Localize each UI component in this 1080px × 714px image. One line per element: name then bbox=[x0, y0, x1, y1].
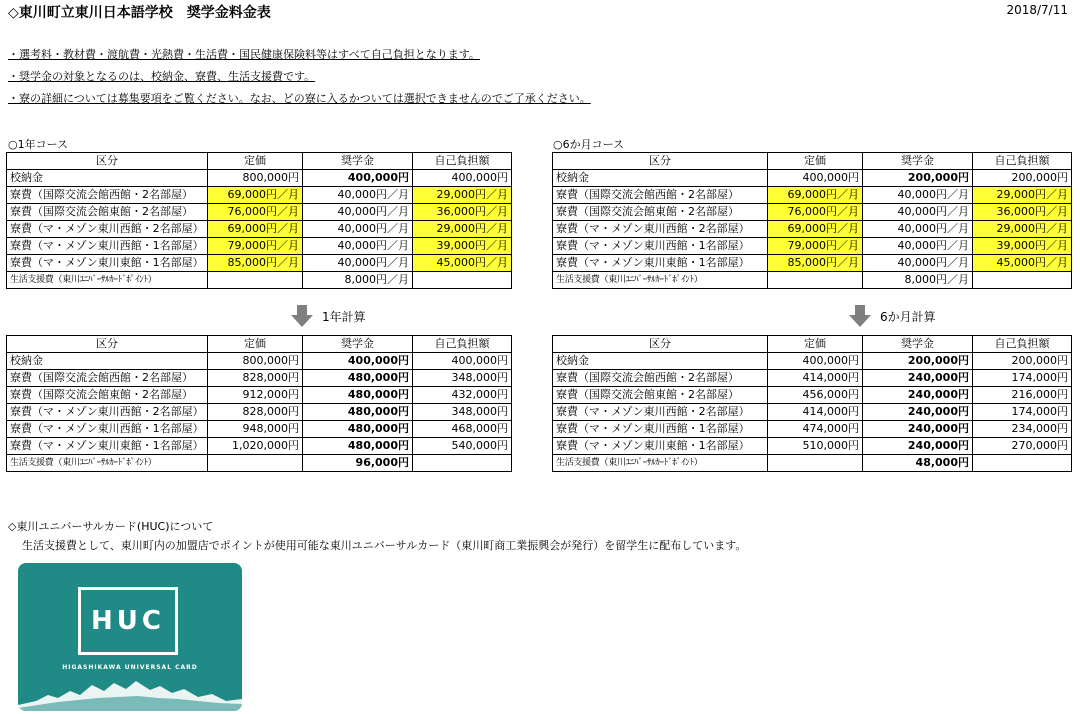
row-label: 生活支援費（東川ﾕﾆﾊﾞｰｻﾙｶｰﾄﾞﾎﾟｲﾝﾄ） bbox=[7, 272, 208, 289]
cell-self-pay: 400,000円 bbox=[413, 353, 512, 370]
cell-scholarship: 240,000円 bbox=[863, 370, 973, 387]
cell-scholarship: 240,000円 bbox=[863, 438, 973, 455]
cell-price: 414,000円 bbox=[768, 370, 863, 387]
table-header-row bbox=[7, 153, 512, 170]
header-self-pay: 自己負担額 bbox=[973, 153, 1072, 170]
row-label: 寮費（マ・メゾン東川東館・1名部屋） bbox=[7, 438, 208, 455]
cell-self-pay: 36,000円／月 bbox=[973, 204, 1072, 221]
table-row bbox=[7, 170, 512, 187]
header-scholarship: 奨学金 bbox=[303, 336, 413, 353]
huc-card-subtitle: HIGASHIKAWA UNIVERSAL CARD bbox=[62, 664, 198, 671]
page-title: ◇東川町立東川日本語学校 奨学金料金表 bbox=[8, 5, 271, 21]
table-row bbox=[553, 387, 1072, 404]
cell-scholarship: 40,000円／月 bbox=[303, 221, 413, 238]
row-label: 寮費（マ・メゾン東川東館・1名部屋） bbox=[7, 255, 208, 272]
table-row bbox=[553, 170, 1072, 187]
cell-price: 69,000円／月 bbox=[208, 221, 303, 238]
table-row bbox=[7, 187, 512, 204]
cell-price: 800,000円 bbox=[208, 353, 303, 370]
cell-self-pay: 45,000円／月 bbox=[973, 255, 1072, 272]
table-row bbox=[553, 353, 1072, 370]
cell-self-pay: 39,000円／月 bbox=[413, 238, 512, 255]
cell-price: 79,000円／月 bbox=[208, 238, 303, 255]
six-month-course-label: ○6か月コース bbox=[553, 138, 625, 151]
cell-self-pay: 348,000円 bbox=[413, 404, 512, 421]
cell-price: 85,000円／月 bbox=[208, 255, 303, 272]
row-label: 校納金 bbox=[7, 353, 208, 370]
table-row bbox=[553, 370, 1072, 387]
one-year-course-label: ○1年コース bbox=[8, 138, 69, 151]
note-item: ・選考料・教材費・渡航費・光熱費・生活費・国民健康保険料等はすべて自己負担となります。 bbox=[8, 48, 480, 61]
cell-scholarship: 40,000円／月 bbox=[863, 238, 973, 255]
six-month-calc bbox=[848, 304, 936, 328]
cell-scholarship: 8,000円／月 bbox=[303, 272, 413, 289]
row-label: 寮費（国際交流会館東館・2名部屋） bbox=[7, 387, 208, 404]
table-row bbox=[553, 255, 1072, 272]
cell-self-pay: 29,000円／月 bbox=[413, 221, 512, 238]
cell-price: 828,000円 bbox=[208, 370, 303, 387]
cell-self-pay: 540,000円 bbox=[413, 438, 512, 455]
cell-self-pay: 432,000円 bbox=[413, 387, 512, 404]
cell-scholarship: 480,000円 bbox=[303, 404, 413, 421]
cell-scholarship: 40,000円／月 bbox=[863, 204, 973, 221]
row-label: 校納金 bbox=[553, 353, 768, 370]
table-row bbox=[7, 353, 512, 370]
cell-scholarship: 40,000円／月 bbox=[303, 187, 413, 204]
note-item: ・寮の詳細については募集要項をご覧ください。なお、どの寮に入るかついては選択できませんのでご了承ください。 bbox=[8, 92, 591, 105]
table-row bbox=[7, 421, 512, 438]
row-label: 寮費（マ・メゾン東川西館・2名部屋） bbox=[7, 404, 208, 421]
row-label: 寮費（マ・メゾン東川西館・1名部屋） bbox=[553, 421, 768, 438]
row-label: 寮費（国際交流会館西館・2名部屋） bbox=[7, 187, 208, 204]
cell-price: 912,000円 bbox=[208, 387, 303, 404]
row-label: 校納金 bbox=[553, 170, 768, 187]
cell-scholarship: 240,000円 bbox=[863, 387, 973, 404]
cell-price: 414,000円 bbox=[768, 404, 863, 421]
cell-self-pay: 174,000円 bbox=[973, 370, 1072, 387]
cell-price: 76,000円／月 bbox=[768, 204, 863, 221]
table-row bbox=[553, 221, 1072, 238]
cell-self-pay: 348,000円 bbox=[413, 370, 512, 387]
table-row bbox=[7, 387, 512, 404]
header-self-pay: 自己負担額 bbox=[973, 336, 1072, 353]
header-price: 定価 bbox=[208, 153, 303, 170]
header-price: 定価 bbox=[768, 153, 863, 170]
table-row bbox=[553, 438, 1072, 455]
cell-scholarship: 40,000円／月 bbox=[863, 221, 973, 238]
header-self-pay: 自己負担額 bbox=[413, 336, 512, 353]
huc-section-title: ◇東川ユニバーサルカード(HUC)について bbox=[8, 520, 214, 533]
table-header-row bbox=[553, 336, 1072, 353]
header-scholarship: 奨学金 bbox=[863, 153, 973, 170]
cell-scholarship: 40,000円／月 bbox=[303, 255, 413, 272]
cell-price: 510,000円 bbox=[768, 438, 863, 455]
cell-price: 800,000円 bbox=[208, 170, 303, 187]
cell-self-pay: 174,000円 bbox=[973, 404, 1072, 421]
table-row bbox=[7, 404, 512, 421]
one-year-total-table bbox=[6, 335, 512, 472]
table-header-row bbox=[7, 336, 512, 353]
header-price: 定価 bbox=[208, 336, 303, 353]
cell-scholarship: 40,000円／月 bbox=[863, 255, 973, 272]
cell-scholarship: 8,000円／月 bbox=[863, 272, 973, 289]
row-label: 寮費（マ・メゾン東川西館・2名部屋） bbox=[553, 221, 768, 238]
mountain-icon bbox=[18, 671, 242, 711]
cell-price: 79,000円／月 bbox=[768, 238, 863, 255]
row-label: 寮費（国際交流会館西館・2名部屋） bbox=[7, 370, 208, 387]
row-label: 生活支援費（東川ﾕﾆﾊﾞｰｻﾙｶｰﾄﾞﾎﾟｲﾝﾄ） bbox=[553, 272, 768, 289]
cell-self-pay bbox=[413, 272, 512, 289]
cell-price bbox=[768, 455, 863, 472]
cell-price: 474,000円 bbox=[768, 421, 863, 438]
cell-price: 456,000円 bbox=[768, 387, 863, 404]
cell-scholarship: 480,000円 bbox=[303, 438, 413, 455]
cell-scholarship: 240,000円 bbox=[863, 421, 973, 438]
header-scholarship: 奨学金 bbox=[303, 153, 413, 170]
header-self-pay: 自己負担額 bbox=[413, 153, 512, 170]
cell-price: 76,000円／月 bbox=[208, 204, 303, 221]
cell-self-pay bbox=[973, 272, 1072, 289]
table-row bbox=[553, 272, 1072, 289]
table-row bbox=[7, 221, 512, 238]
cell-self-pay: 45,000円／月 bbox=[413, 255, 512, 272]
table-row bbox=[7, 204, 512, 221]
header-category: 区分 bbox=[553, 336, 768, 353]
header-category: 区分 bbox=[7, 336, 208, 353]
cell-self-pay: 29,000円／月 bbox=[973, 187, 1072, 204]
page-date: 2018/7/11 bbox=[1006, 3, 1068, 17]
cell-scholarship: 240,000円 bbox=[863, 404, 973, 421]
arrow-down-icon bbox=[848, 304, 872, 328]
cell-price: 69,000円／月 bbox=[768, 221, 863, 238]
row-label: 寮費（マ・メゾン東川東館・1名部屋） bbox=[553, 255, 768, 272]
row-label: 校納金 bbox=[7, 170, 208, 187]
cell-self-pay: 468,000円 bbox=[413, 421, 512, 438]
cell-self-pay: 200,000円 bbox=[973, 353, 1072, 370]
cell-self-pay: 36,000円／月 bbox=[413, 204, 512, 221]
table-row bbox=[7, 455, 512, 472]
calc-label: 6か月計算 bbox=[880, 309, 936, 324]
cell-scholarship: 40,000円／月 bbox=[303, 204, 413, 221]
row-label: 生活支援費（東川ﾕﾆﾊﾞｰｻﾙｶｰﾄﾞﾎﾟｲﾝﾄ） bbox=[7, 455, 208, 472]
notes bbox=[8, 44, 591, 110]
row-label: 寮費（国際交流会館東館・2名部屋） bbox=[7, 204, 208, 221]
huc-description: 生活支援費として、東川町内の加盟店でポイントが使用可能な東川ユニバーサルカード（東川町商工業振興会が発行）を留学生に配布しています。 bbox=[22, 539, 747, 552]
table-row bbox=[7, 255, 512, 272]
cell-self-pay: 270,000円 bbox=[973, 438, 1072, 455]
cell-self-pay: 39,000円／月 bbox=[973, 238, 1072, 255]
cell-self-pay: 216,000円 bbox=[973, 387, 1072, 404]
cell-scholarship: 48,000円 bbox=[863, 455, 973, 472]
cell-scholarship: 200,000円 bbox=[863, 170, 973, 187]
six-month-monthly-table bbox=[552, 152, 1072, 289]
cell-self-pay: 400,000円 bbox=[413, 170, 512, 187]
table-row bbox=[7, 238, 512, 255]
row-label: 寮費（国際交流会館東館・2名部屋） bbox=[553, 204, 768, 221]
table-row bbox=[553, 187, 1072, 204]
cell-scholarship: 96,000円 bbox=[303, 455, 413, 472]
table-row bbox=[7, 438, 512, 455]
header-scholarship: 奨学金 bbox=[863, 336, 973, 353]
cell-scholarship: 480,000円 bbox=[303, 370, 413, 387]
table-row bbox=[553, 204, 1072, 221]
one-year-calc bbox=[290, 304, 366, 328]
row-label: 寮費（国際交流会館西館・2名部屋） bbox=[553, 187, 768, 204]
cell-price bbox=[768, 272, 863, 289]
huc-logo: HUC bbox=[78, 587, 178, 655]
cell-scholarship: 400,000円 bbox=[303, 170, 413, 187]
cell-scholarship: 480,000円 bbox=[303, 387, 413, 404]
cell-price: 400,000円 bbox=[768, 353, 863, 370]
cell-price: 948,000円 bbox=[208, 421, 303, 438]
header-category: 区分 bbox=[7, 153, 208, 170]
row-label: 寮費（マ・メゾン東川東館・1名部屋） bbox=[553, 438, 768, 455]
header-category: 区分 bbox=[553, 153, 768, 170]
cell-self-pay: 29,000円／月 bbox=[973, 221, 1072, 238]
table-row bbox=[553, 238, 1072, 255]
cell-scholarship: 40,000円／月 bbox=[863, 187, 973, 204]
table-row bbox=[7, 370, 512, 387]
row-label: 寮費（国際交流会館東館・2名部屋） bbox=[553, 387, 768, 404]
row-label: 寮費（国際交流会館西館・2名部屋） bbox=[553, 370, 768, 387]
calc-label: 1年計算 bbox=[322, 309, 366, 324]
note-item: ・奨学金の対象となるのは、校納金、寮費、生活支援費です。 bbox=[8, 70, 316, 83]
row-label: 寮費（マ・メゾン東川西館・1名部屋） bbox=[553, 238, 768, 255]
cell-self-pay bbox=[973, 455, 1072, 472]
row-label: 生活支援費（東川ﾕﾆﾊﾞｰｻﾙｶｰﾄﾞﾎﾟｲﾝﾄ） bbox=[553, 455, 768, 472]
table-header-row bbox=[553, 153, 1072, 170]
six-month-total-table bbox=[552, 335, 1072, 472]
huc-card-image bbox=[18, 563, 242, 711]
cell-self-pay: 234,000円 bbox=[973, 421, 1072, 438]
row-label: 寮費（マ・メゾン東川西館・2名部屋） bbox=[7, 221, 208, 238]
row-label: 寮費（マ・メゾン東川西館・2名部屋） bbox=[553, 404, 768, 421]
table-row bbox=[553, 404, 1072, 421]
table-row bbox=[7, 272, 512, 289]
header-price: 定価 bbox=[768, 336, 863, 353]
cell-price: 69,000円／月 bbox=[208, 187, 303, 204]
cell-scholarship: 40,000円／月 bbox=[303, 238, 413, 255]
cell-price bbox=[208, 272, 303, 289]
cell-self-pay: 29,000円／月 bbox=[413, 187, 512, 204]
cell-scholarship: 200,000円 bbox=[863, 353, 973, 370]
cell-self-pay bbox=[413, 455, 512, 472]
arrow-down-icon bbox=[290, 304, 314, 328]
table-row bbox=[553, 455, 1072, 472]
cell-scholarship: 480,000円 bbox=[303, 421, 413, 438]
cell-price: 1,020,000円 bbox=[208, 438, 303, 455]
cell-price: 69,000円／月 bbox=[768, 187, 863, 204]
one-year-monthly-table bbox=[6, 152, 512, 289]
table-row bbox=[553, 421, 1072, 438]
cell-price bbox=[208, 455, 303, 472]
cell-self-pay: 200,000円 bbox=[973, 170, 1072, 187]
row-label: 寮費（マ・メゾン東川西館・1名部屋） bbox=[7, 421, 208, 438]
cell-price: 400,000円 bbox=[768, 170, 863, 187]
cell-price: 85,000円／月 bbox=[768, 255, 863, 272]
cell-scholarship: 400,000円 bbox=[303, 353, 413, 370]
cell-price: 828,000円 bbox=[208, 404, 303, 421]
row-label: 寮費（マ・メゾン東川西館・1名部屋） bbox=[7, 238, 208, 255]
